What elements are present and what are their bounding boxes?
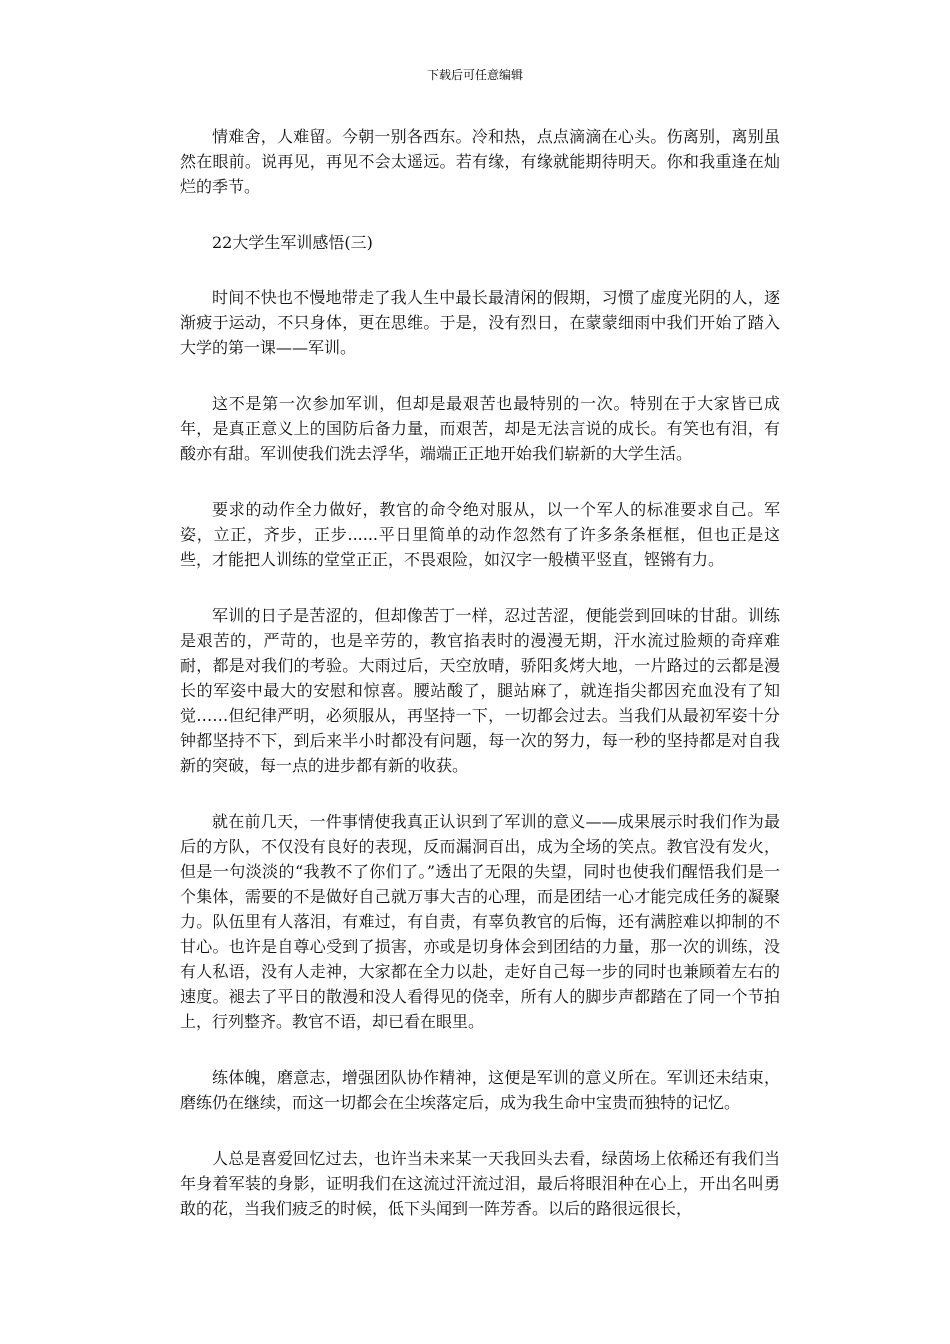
paragraph: 就在前几天，一件事情使我真正认识到了军训的意义——成果展示时我们作为最后的方队，不仅没有良好的表现，反而漏洞百出，成为全场的笑点。教官没有发火，但是一句淡淡的“我教不了你们了。”透出了无限的失望，同时也使我们醒悟我们是一个集体，需要的不是做好自己就万事大吉的心理，而是团结一心才能完成任务的凝聚力。队伍里有人落泪，有难过，有自责，有辜负教官的后悔，还有满腔难以抑制的不甘心。也许是自尊心受到了损害，亦或是切身体会到团结的力量，那一次的训练，没有人私语，没有人走神，大家都在全力以赴，走好自己每一步的同时也兼顾着左右的速度。褪去了平日的散漫和没人看得见的侥幸，所有人的脚步声都踏在了同一个节拍上，行列整齐。教官不语，却已看在眼里。 [180, 812, 780, 1031]
paragraph: 人总是喜爱回忆过去，也许当未来某一天我回头去看，绿茵场上依稀还有我们当年身着军装的身影，证明我们在这流过汗流过泪，最后将眼泪种在心上，开出名叫勇敢的花，当我们疲乏的时候，低下头闻到一阵芳香。以后的路很远很长， [180, 1149, 780, 1218]
page-header: 下载后可任意编辑 [426, 68, 523, 82]
paragraph: 练体魄，磨意志，增强团队协作精神，这便是军训的意义所在。军训还未结束，磨练仍在继续，而这一切都会在尘埃落定后，成为我生命中宝贵而独特的记忆。 [180, 1068, 780, 1112]
paragraph: 时间不快也不慢地带走了我人生中最长最清闲的假期，习惯了虚度光阴的人，逐渐疲于运动，不只身体，更在思维。于是，没有烈日，在蒙蒙细雨中我们开始了踏入大学的第一课——军训。 [180, 288, 780, 357]
paragraph: 情难舍，人难留。今朝一别各西东。冷和热，点点滴滴在心头。伤离别，离别虽然在眼前。说再见，再见不会太遥远。若有缘，有缘就能期待明天。你和我重逢在灿烂的季节。 [180, 127, 780, 196]
paragraph: 这不是第一次参加军训，但却是最艰苦也最特别的一次。特别在于大家皆已成年，是真正意义上的国防后备力量，而艰苦，却是无法言说的成长。有笑也有泪，有酸亦有甜。军训使我们洗去浮华，端端正正地开始我们崭新的大学生活。 [180, 394, 780, 463]
paragraph: 要求的动作全力做好，教官的命令绝对服从，以一个军人的标准要求自己。军姿，立正，齐步，正步......平日里简单的动作忽然有了许多条条框框，但也正是这些，才能把人训练的堂堂正正，不畏艰险，如汉字一般横平竖直，铿锵有力。 [180, 500, 780, 569]
paragraph: 军训的日子是苦涩的，但却像苦丁一样，忍过苦涩，便能尝到回味的甘甜。训练是艰苦的，严苛的，也是辛劳的，教官掐表时的漫漫无期，汗水流过脸颊的奇痒难耐，都是对我们的考验。大雨过后，天空放晴，骄阳炙烤大地，一片路过的云都是漫长的军姿中最大的安慰和惊喜。腰站酸了，腿站麻了，就连指尖都因充血没有了知觉……但纪律严明，必须服从，再坚持一下，一切都会过去。当我们从最初军姿十分钟都坚持不下，到后来半小时都没有问题，每一次的努力，每一秒的坚持都是对自我新的突破，每一点的进步都有新的收获。 [180, 606, 780, 775]
document-body [180, 124, 780, 1252]
section-heading: 22大学生军训感悟(三) [212, 233, 373, 252]
